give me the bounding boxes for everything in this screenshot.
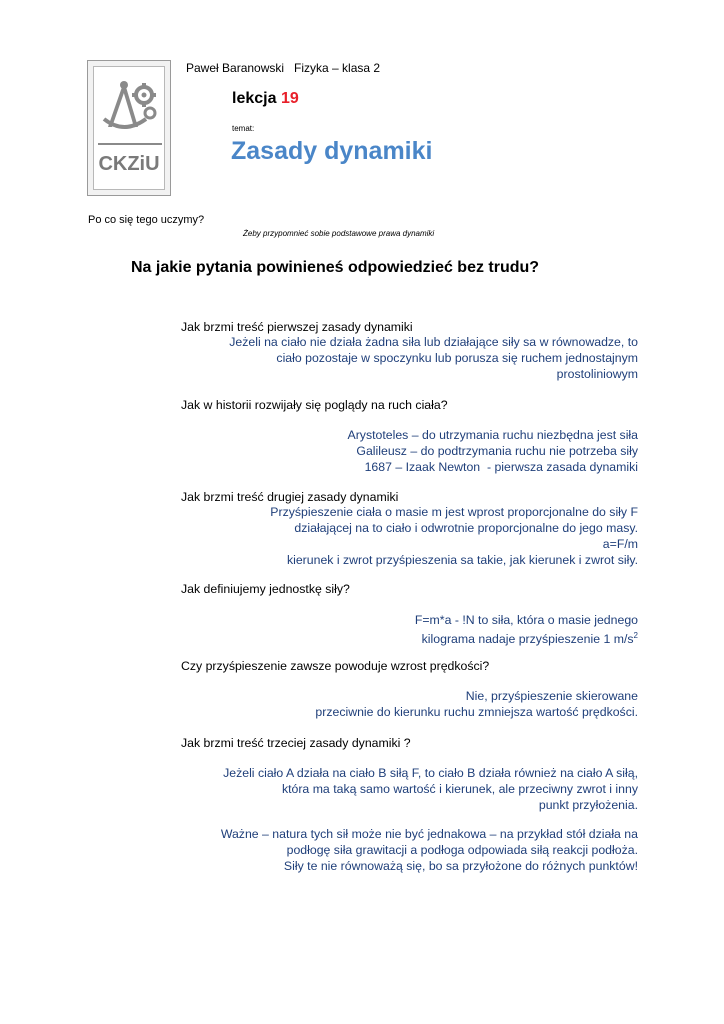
answer-line: prostoliniowym — [556, 367, 638, 381]
answer-5 — [138, 688, 638, 720]
answer-line: Siły te nie równoważą się, bo sa przyłożone do różnych punktów! — [283, 859, 638, 873]
lesson-number: 19 — [280, 90, 299, 107]
compass-gear-logo-icon — [94, 69, 166, 149]
question-2: Jak w historii rozwijały się poglądy na ruch ciała? — [181, 398, 448, 412]
answer-text: kilograma nadaje przyśpieszenie 1 m/s — [421, 632, 634, 647]
exponent: 2 — [633, 631, 638, 640]
answer-line: punkt przyłożenia. — [538, 798, 638, 812]
answer-line: ciało pozostaje w spoczynku lub porusza się ruchem jednostajnym — [276, 351, 638, 365]
question-5: Czy przyśpieszenie zawsze powoduje wzrost prędkości? — [181, 659, 490, 673]
answer-2 — [138, 427, 638, 475]
purpose-answer: Żeby przypomnieć sobie podstawowe prawa dynamiki — [243, 229, 435, 238]
question-6: Jak brzmi treść trzeciej zasady dynamiki ? — [181, 736, 411, 750]
answer-line: a=F/m — [602, 537, 638, 551]
answer-6 — [138, 765, 638, 813]
purpose-question: Po co się tego uczymy? — [88, 214, 205, 226]
answer-line — [138, 628, 638, 647]
answer-line: podłogę siła grawitacji a podłoga odpowiada siłą reakcji podłoża. — [286, 843, 638, 857]
answer-line: Przyśpieszenie ciała o masie m jest wprost proporcjonalne do siły F — [270, 505, 638, 519]
question-1: Jak brzmi treść pierwszej zasady dynamiki — [181, 320, 413, 334]
answer-3 — [138, 504, 638, 568]
topic-label: temat: — [232, 124, 255, 133]
answer-line: Jeżeli ciało A działa na ciało B siłą F, to ciało B działa również na ciało A siłą, — [223, 766, 638, 780]
answer-4 — [138, 612, 638, 647]
ckziu-logo — [87, 60, 171, 196]
main-question: Na jakie pytania powinieneś odpowiedzieć bez trudu? — [131, 259, 540, 276]
answer-line: Galileusz – do podtrzymania ruchu nie potrzeba siły — [356, 444, 638, 458]
question-4: Jak definiujemy jednostkę siły? — [181, 582, 350, 596]
logo-frame — [93, 66, 165, 190]
author-subject: Paweł Baranowski Fizyka – klasa 2 — [186, 61, 381, 75]
topic-title: Zasady dynamiki — [231, 137, 433, 165]
answer-line: 1687 – Izaak Newton - pierwsza zasada dynamiki — [364, 460, 638, 474]
answer-line: Ważne – natura tych sił może nie być jednakowa – na przykład stół działa na — [220, 827, 638, 841]
lesson-heading — [232, 90, 299, 108]
answer-line: działającej na to ciało i odwrotnie proporcjonalne do jego masy. — [294, 521, 638, 535]
answer-line: Arystoteles – do utrzymania ruchu niezbędna jest siła — [347, 428, 638, 442]
answer-line: kierunek i zwrot przyśpieszenia sa takie, jak kierunek i zwrot siły. — [286, 553, 638, 567]
answer-line: która ma taką samo wartość i kierunek, ale przeciwny zwrot i inny — [281, 782, 638, 796]
answer-line: Jeżeli na ciało nie działa żadna siła lub działające siły sa w równowadze, to — [229, 335, 638, 349]
lesson-label: lekcja — [232, 90, 281, 107]
answer-1 — [138, 334, 638, 382]
answer-line: przeciwnie do kierunku ruchu zmniejsza wartość prędkości. — [315, 705, 638, 719]
answer-line: Nie, przyśpieszenie skierowane — [465, 689, 638, 703]
answer-line: F=m*a - !N to siła, która o masie jednego — [414, 613, 638, 627]
logo-text: CKZiU — [98, 153, 160, 175]
question-3: Jak brzmi treść drugiej zasady dynamiki — [181, 490, 399, 504]
answer-6-note — [138, 826, 638, 874]
